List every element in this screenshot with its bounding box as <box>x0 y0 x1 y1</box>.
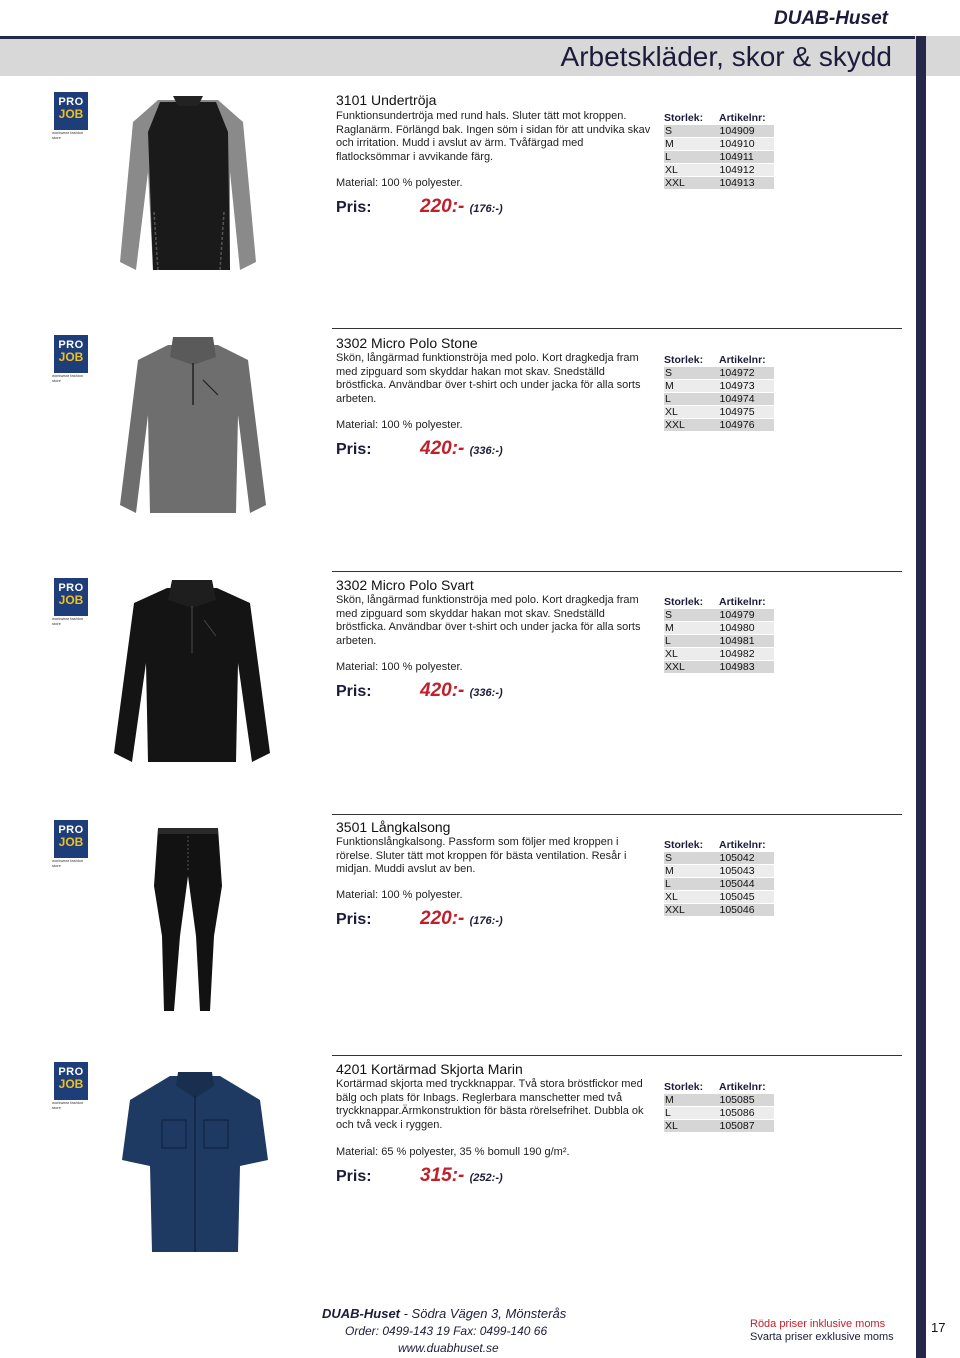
size-header: Storlek: <box>664 596 704 608</box>
size-table <box>664 1077 774 1132</box>
logo-job: JOB <box>58 835 84 849</box>
projob-logo <box>54 1062 88 1100</box>
size-cell: M <box>665 1094 674 1106</box>
table-row <box>664 405 774 418</box>
section-divider <box>332 814 902 815</box>
price-excl: (336:-) <box>469 445 503 457</box>
article-cell: 105046 <box>719 904 755 916</box>
table-row <box>664 1119 774 1132</box>
product-title: 3302 Micro Polo Svart <box>336 577 474 593</box>
section-divider <box>332 1055 902 1056</box>
table-row <box>664 864 774 877</box>
article-cell: 104975 <box>719 406 755 418</box>
size-cell: M <box>665 622 674 634</box>
table-row <box>664 890 774 903</box>
shirt-marin-image <box>120 1070 270 1256</box>
table-row <box>664 877 774 890</box>
product-material: Material: 100 % polyester. <box>336 177 463 189</box>
projob-logo <box>54 92 88 130</box>
product-material: Material: 100 % polyester. <box>336 661 463 673</box>
table-row <box>664 392 774 405</box>
logo-caption: workwear fashion store <box>52 1100 84 1110</box>
article-cell: 104982 <box>719 648 755 660</box>
price-label: Pris: <box>336 1168 372 1185</box>
product-material: Material: 65 % polyester, 35 % bomull 190 g/m². <box>336 1146 570 1158</box>
size-cell: L <box>665 151 671 163</box>
size-table-header <box>664 108 774 124</box>
size-cell: S <box>665 367 673 379</box>
logo-caption: workwear fashion store <box>52 616 84 626</box>
table-row <box>664 647 774 660</box>
logo-pro: PRO <box>58 1066 84 1078</box>
table-row <box>664 176 774 189</box>
table-row <box>664 621 774 634</box>
size-header: Storlek: <box>664 839 704 851</box>
article-cell: 104976 <box>719 419 755 431</box>
polo-stone-image <box>118 335 268 517</box>
article-header: Artikelnr: <box>719 596 766 608</box>
projob-logo <box>54 578 88 616</box>
product-price <box>420 196 503 218</box>
logo-caption: workwear fashion store <box>52 858 84 868</box>
table-row <box>664 1106 774 1119</box>
size-cell: M <box>665 380 674 392</box>
price-label: Pris: <box>336 911 372 928</box>
price-incl: 220:- <box>420 196 465 217</box>
article-cell: 104911 <box>719 151 754 163</box>
price-label: Pris: <box>336 683 372 700</box>
logo-job: JOB <box>58 350 84 364</box>
size-cell: S <box>665 125 673 137</box>
section-divider <box>332 571 902 572</box>
article-cell: 104979 <box>719 609 755 621</box>
table-row <box>664 418 774 431</box>
footer-brand: DUAB-Huset <box>322 1306 400 1321</box>
price-label: Pris: <box>336 441 372 458</box>
price-excl: (176:-) <box>469 915 503 927</box>
article-cell: 104912 <box>719 164 755 176</box>
logo-pro: PRO <box>58 339 84 351</box>
article-cell: 105042 <box>719 852 755 864</box>
size-cell: XXL <box>665 904 685 916</box>
polo-black-image <box>112 578 272 764</box>
table-row <box>664 903 774 916</box>
side-stripe <box>916 36 926 1358</box>
logo-job: JOB <box>58 593 84 607</box>
table-row <box>664 634 774 647</box>
product-description: Kortärmad skjorta med tryckknappar. Två stora bröstfickor med bälg och plats för Inbags. Reglerbara manschetter med två tryckknappar.Ärmkonstruktion för bästa rörelsefrihet. Dubbla ok och två veck i ryggen. <box>336 1078 644 1131</box>
price-excl: (176:-) <box>469 203 503 215</box>
product-description: Funktionsundertröja med rund hals. Sluter tätt mot kroppen. Raglanärm. Förlängd bak. Ingen söm i sidan för att undvika skav och irritation. Mudd i avslut av ärm. Tvåfärgad med flatlocksömmar i avvikande färg. <box>336 110 651 163</box>
article-cell: 104913 <box>719 177 755 189</box>
article-cell: 105043 <box>719 865 755 877</box>
article-cell: 105044 <box>719 878 755 890</box>
article-cell: 105085 <box>719 1094 755 1106</box>
footer-black-note: Svarta priser exklusive moms <box>750 1331 894 1343</box>
size-cell: S <box>665 609 673 621</box>
size-cell: XL <box>665 1120 678 1132</box>
footer-company <box>322 1306 566 1321</box>
size-cell: L <box>665 393 671 405</box>
article-cell: 104972 <box>719 367 755 379</box>
article-header: Artikelnr: <box>719 839 766 851</box>
size-cell: XL <box>665 164 678 176</box>
size-cell: XXL <box>665 419 685 431</box>
price-incl: 220:- <box>420 908 465 929</box>
size-cell: XL <box>665 891 678 903</box>
brand-name: DUAB-Huset <box>774 8 888 29</box>
table-row <box>664 660 774 673</box>
product-title: 4201 Kortärmad Skjorta Marin <box>336 1061 523 1077</box>
logo-job: JOB <box>58 1077 84 1091</box>
product-description: Skön, långärmad funktionströja med polo. Kort dragkedja fram med zipguard som skyddar hakan mot skav. Snedställd bröstficka. Användbar över t-shirt och under jacka för alla sorts arbeten. <box>336 352 641 405</box>
logo-caption: workwear fashion store <box>52 130 84 140</box>
projob-logo <box>54 820 88 858</box>
article-cell: 104981 <box>719 635 755 647</box>
size-cell: XL <box>665 648 678 660</box>
price-excl: (336:-) <box>469 687 503 699</box>
size-cell: XL <box>665 406 678 418</box>
size-cell: S <box>665 852 673 864</box>
footer-order: Order: 0499-143 19 Fax: 0499-140 66 <box>345 1324 548 1338</box>
article-cell: 104973 <box>719 380 755 392</box>
footer-website-link[interactable]: www.duabhuset.se <box>398 1341 499 1355</box>
article-cell: 105045 <box>719 891 755 903</box>
product-price <box>420 438 503 460</box>
table-row <box>664 163 774 176</box>
size-table-header <box>664 350 774 366</box>
article-cell: 104974 <box>719 393 755 405</box>
size-cell: L <box>665 635 671 647</box>
table-row <box>664 379 774 392</box>
size-table-header <box>664 592 774 608</box>
page-number: 17 <box>931 1320 946 1335</box>
table-row <box>664 366 774 379</box>
price-incl: 315:- <box>420 1165 465 1186</box>
size-cell: M <box>665 138 674 150</box>
product-material: Material: 100 % polyester. <box>336 889 463 901</box>
article-header: Artikelnr: <box>719 1081 766 1093</box>
logo-job: JOB <box>58 107 84 121</box>
logo-caption: workwear fashion store <box>52 373 84 383</box>
product-price <box>420 908 503 930</box>
article-cell: 104983 <box>719 661 755 673</box>
article-header: Artikelnr: <box>719 354 766 366</box>
price-excl: (252:-) <box>469 1172 503 1184</box>
undershirt-image <box>118 92 258 274</box>
size-cell: L <box>665 878 671 890</box>
logo-pro: PRO <box>58 582 84 594</box>
footer-red-note: Röda priser inklusive moms <box>750 1318 886 1330</box>
table-row <box>664 1093 774 1106</box>
article-cell: 104910 <box>719 138 755 150</box>
size-header: Storlek: <box>664 1081 704 1093</box>
table-row <box>664 608 774 621</box>
size-cell: XXL <box>665 661 685 673</box>
long-johns-image <box>148 826 228 1016</box>
article-cell: 105087 <box>719 1120 755 1132</box>
product-material: Material: 100 % polyester. <box>336 419 463 431</box>
logo-pro: PRO <box>58 824 84 836</box>
page-title: Arbetskläder, skor & skydd <box>560 41 892 72</box>
table-row <box>664 851 774 864</box>
size-table-header <box>664 1077 774 1093</box>
size-table <box>664 835 774 916</box>
size-cell: M <box>665 865 674 877</box>
article-cell: 104980 <box>719 622 755 634</box>
product-title: 3302 Micro Polo Stone <box>336 335 478 351</box>
size-table <box>664 592 774 673</box>
logo-pro: PRO <box>58 96 84 108</box>
size-cell: L <box>665 1107 671 1119</box>
section-divider <box>332 328 902 329</box>
size-table <box>664 350 774 431</box>
size-table <box>664 108 774 189</box>
product-description: Funktionslångkalsong. Passform som följer med kroppen i rörelse. Sluter tätt mot kroppen för bästa ventilation. Resår i midjan. Muddi avslut av ben. <box>336 836 627 875</box>
table-row <box>664 150 774 163</box>
article-header: Artikelnr: <box>719 112 766 124</box>
price-label: Pris: <box>336 199 372 216</box>
size-header: Storlek: <box>664 112 704 124</box>
product-price <box>420 680 503 702</box>
product-title: 3101 Undertröja <box>336 92 437 108</box>
price-incl: 420:- <box>420 438 465 459</box>
product-price <box>420 1165 503 1187</box>
price-incl: 420:- <box>420 680 465 701</box>
size-table-header <box>664 835 774 851</box>
footer-address: - Södra Vägen 3, Mönsterås <box>400 1306 567 1321</box>
product-title: 3501 Långkalsong <box>336 819 451 835</box>
size-cell: XXL <box>665 177 685 189</box>
table-row <box>664 137 774 150</box>
article-cell: 104909 <box>719 125 755 137</box>
table-row <box>664 124 774 137</box>
article-cell: 105086 <box>719 1107 755 1119</box>
size-header: Storlek: <box>664 354 704 366</box>
product-description: Skön, långärmad funktionströja med polo. Kort dragkedja fram med zipguard som skyddar hakan mot skav. Snedställd bröstficka. Användbar över t-shirt och under jacka för alla sorts arbeten. <box>336 594 641 647</box>
header-stripe <box>0 36 915 39</box>
projob-logo <box>54 335 88 373</box>
